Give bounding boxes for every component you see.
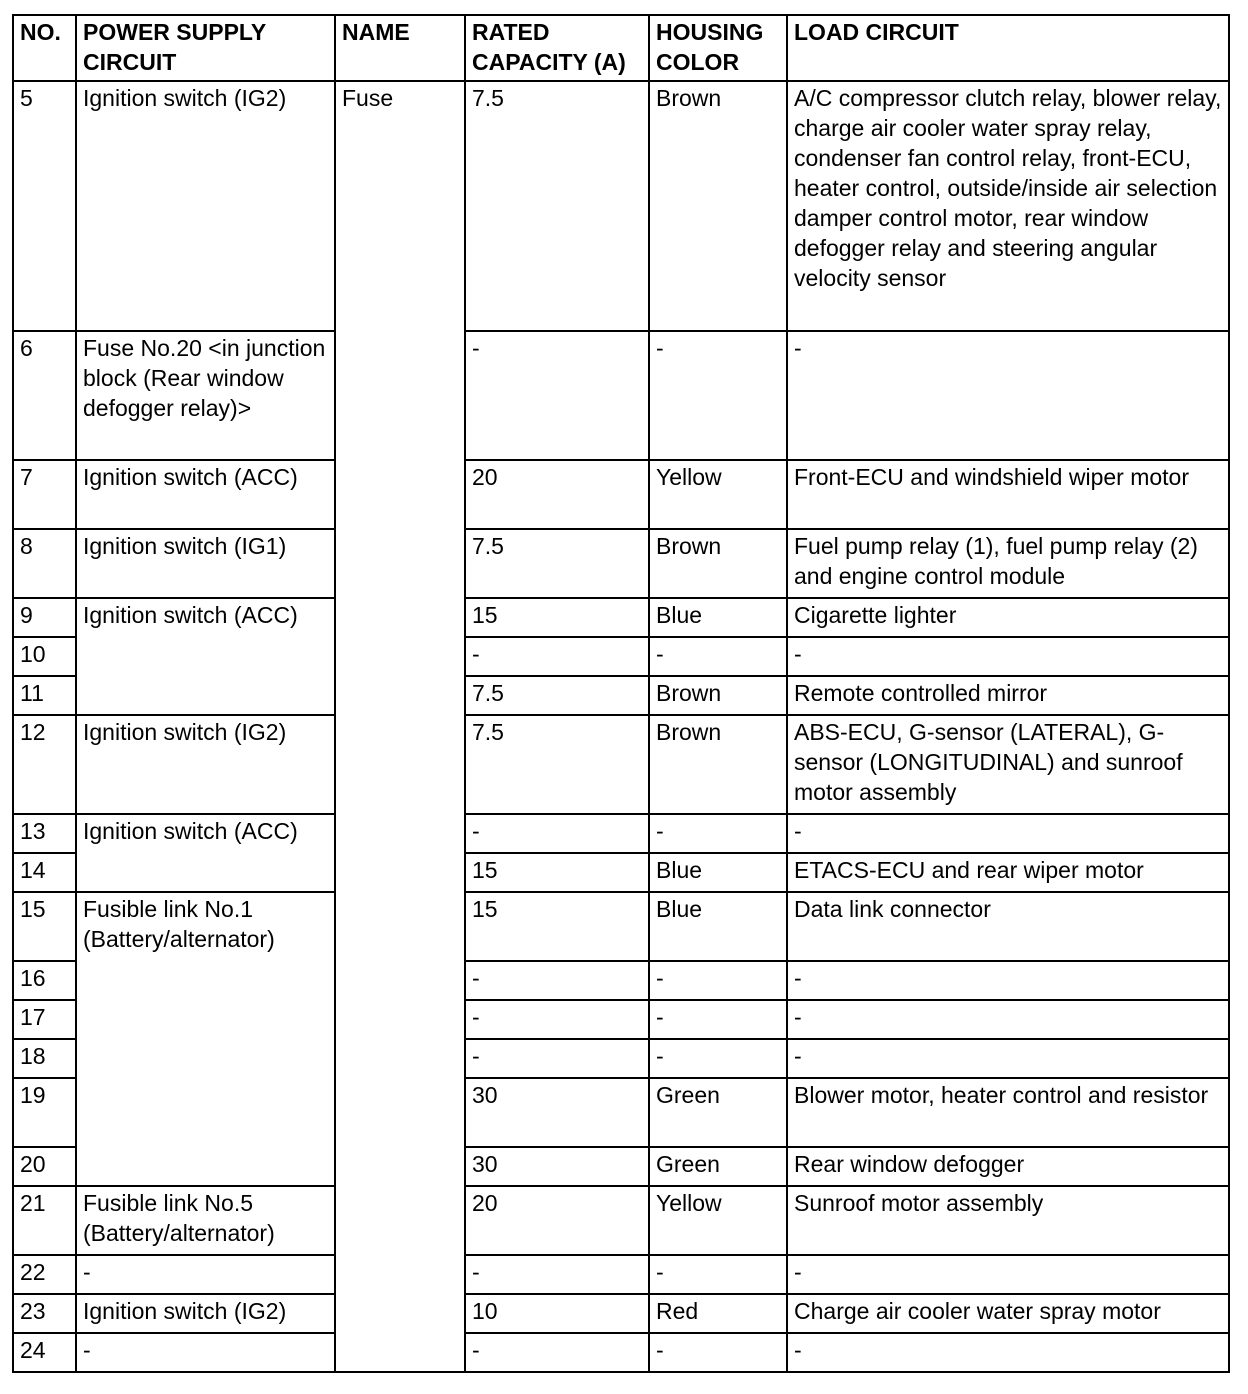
cell-color: Yellow (649, 1186, 787, 1255)
table-row (13, 598, 1229, 637)
cell-load: - (787, 1039, 1229, 1078)
cell-color: - (649, 1333, 787, 1372)
cell-load: Remote controlled mirror (787, 676, 1229, 715)
cell-capacity: - (465, 1333, 649, 1372)
cell-load: Sunroof motor assembly (787, 1186, 1229, 1255)
cell-power-supply: Ignition switch (IG2) (76, 1294, 335, 1333)
header-housing-color: HOUSING COLOR (649, 15, 787, 81)
cell-color: - (649, 331, 787, 460)
cell-load: Charge air cooler water spray motor (787, 1294, 1229, 1333)
cell-capacity: - (465, 637, 649, 676)
cell-power-supply: Fusible link No.1 (Battery/alternator) (76, 892, 335, 1186)
cell-color: Brown (649, 715, 787, 814)
cell-load: Blower motor, heater control and resistor (787, 1078, 1229, 1147)
cell-color: Brown (649, 81, 787, 331)
cell-power-supply: Ignition switch (ACC) (76, 814, 335, 892)
cell-color: Green (649, 1078, 787, 1147)
cell-capacity: - (465, 1000, 649, 1039)
header-rated-capacity: RATED CAPACITY (A) (465, 15, 649, 81)
cell-power-supply: Ignition switch (IG1) (76, 529, 335, 598)
cell-load: Rear window defogger (787, 1147, 1229, 1186)
cell-no: 5 (13, 81, 76, 331)
table-row (13, 1333, 1229, 1372)
cell-load: - (787, 1333, 1229, 1372)
cell-load: Cigarette lighter (787, 598, 1229, 637)
table-row (13, 1255, 1229, 1294)
cell-color: Brown (649, 676, 787, 715)
table-row (13, 715, 1229, 814)
table-row (13, 892, 1229, 961)
table-row (13, 81, 1229, 331)
cell-power-supply: Ignition switch (ACC) (76, 598, 335, 715)
cell-no: 16 (13, 961, 76, 1000)
cell-color: Green (649, 1147, 787, 1186)
cell-capacity: - (465, 814, 649, 853)
cell-power-supply: - (76, 1255, 335, 1294)
cell-no: 6 (13, 331, 76, 460)
cell-capacity: - (465, 1255, 649, 1294)
cell-color: - (649, 814, 787, 853)
cell-no: 13 (13, 814, 76, 853)
cell-capacity: - (465, 1039, 649, 1078)
cell-power-supply: Ignition switch (ACC) (76, 460, 335, 529)
cell-capacity: 7.5 (465, 676, 649, 715)
cell-capacity: 20 (465, 460, 649, 529)
cell-color: - (649, 1039, 787, 1078)
header-power-supply: POWER SUPPLY CIRCUIT (76, 15, 335, 81)
cell-color: - (649, 637, 787, 676)
cell-no: 17 (13, 1000, 76, 1039)
cell-load: Data link connector (787, 892, 1229, 961)
cell-load: - (787, 637, 1229, 676)
table-header-row (13, 15, 1229, 81)
cell-no: 22 (13, 1255, 76, 1294)
cell-load: ABS-ECU, G-sensor (LATERAL), G-sensor (LONGITUDINAL) and sunroof motor assembly (787, 715, 1229, 814)
table-row (13, 460, 1229, 529)
cell-load: - (787, 1000, 1229, 1039)
cell-no: 15 (13, 892, 76, 961)
cell-color: - (649, 961, 787, 1000)
cell-capacity: 15 (465, 598, 649, 637)
cell-capacity: 30 (465, 1078, 649, 1147)
cell-capacity: - (465, 331, 649, 460)
cell-capacity: 15 (465, 892, 649, 961)
cell-load: - (787, 331, 1229, 460)
cell-color: - (649, 1255, 787, 1294)
cell-capacity: 7.5 (465, 715, 649, 814)
cell-capacity: 20 (465, 1186, 649, 1255)
header-no: NO. (13, 15, 76, 81)
cell-no: 21 (13, 1186, 76, 1255)
cell-load: Front-ECU and windshield wiper motor (787, 460, 1229, 529)
cell-color: Red (649, 1294, 787, 1333)
cell-color: Brown (649, 529, 787, 598)
cell-power-supply: Fusible link No.5 (Battery/alternator) (76, 1186, 335, 1255)
cell-color: Yellow (649, 460, 787, 529)
table-row (13, 1186, 1229, 1255)
table-row (13, 814, 1229, 853)
header-load-circuit: LOAD CIRCUIT (787, 15, 1229, 81)
cell-no: 12 (13, 715, 76, 814)
cell-load: - (787, 1255, 1229, 1294)
cell-load: A/C compressor clutch relay, blower relay, charge air cooler water spray relay, condenser fan control relay, front-ECU, heater control, outside/inside air selection damper control motor, rear window defogger relay and steering angular velocity sensor (787, 81, 1229, 331)
cell-load: ETACS-ECU and rear wiper motor (787, 853, 1229, 892)
cell-capacity: 15 (465, 853, 649, 892)
cell-power-supply: - (76, 1333, 335, 1372)
cell-load: - (787, 961, 1229, 1000)
cell-power-supply: Fuse No.20 <in junction block (Rear window defogger relay)> (76, 331, 335, 460)
fuse-table (12, 14, 1230, 1373)
table-row (13, 1294, 1229, 1333)
cell-no: 8 (13, 529, 76, 598)
table-row (13, 331, 1229, 460)
cell-capacity: 7.5 (465, 529, 649, 598)
cell-no: 14 (13, 853, 76, 892)
cell-color: Blue (649, 853, 787, 892)
cell-color: - (649, 1000, 787, 1039)
cell-no: 23 (13, 1294, 76, 1333)
cell-no: 10 (13, 637, 76, 676)
cell-no: 9 (13, 598, 76, 637)
cell-no: 19 (13, 1078, 76, 1147)
cell-power-supply: Ignition switch (IG2) (76, 715, 335, 814)
table-row (13, 529, 1229, 598)
cell-capacity: - (465, 961, 649, 1000)
header-name: NAME (335, 15, 465, 81)
cell-no: 24 (13, 1333, 76, 1372)
cell-color: Blue (649, 598, 787, 637)
cell-no: 18 (13, 1039, 76, 1078)
cell-name: Fuse (335, 81, 465, 1372)
cell-no: 11 (13, 676, 76, 715)
cell-color: Blue (649, 892, 787, 961)
cell-no: 7 (13, 460, 76, 529)
cell-no: 20 (13, 1147, 76, 1186)
cell-capacity: 30 (465, 1147, 649, 1186)
cell-capacity: 10 (465, 1294, 649, 1333)
cell-load: - (787, 814, 1229, 853)
cell-load: Fuel pump relay (1), fuel pump relay (2) and engine control module (787, 529, 1229, 598)
cell-power-supply: Ignition switch (IG2) (76, 81, 335, 331)
cell-capacity: 7.5 (465, 81, 649, 331)
